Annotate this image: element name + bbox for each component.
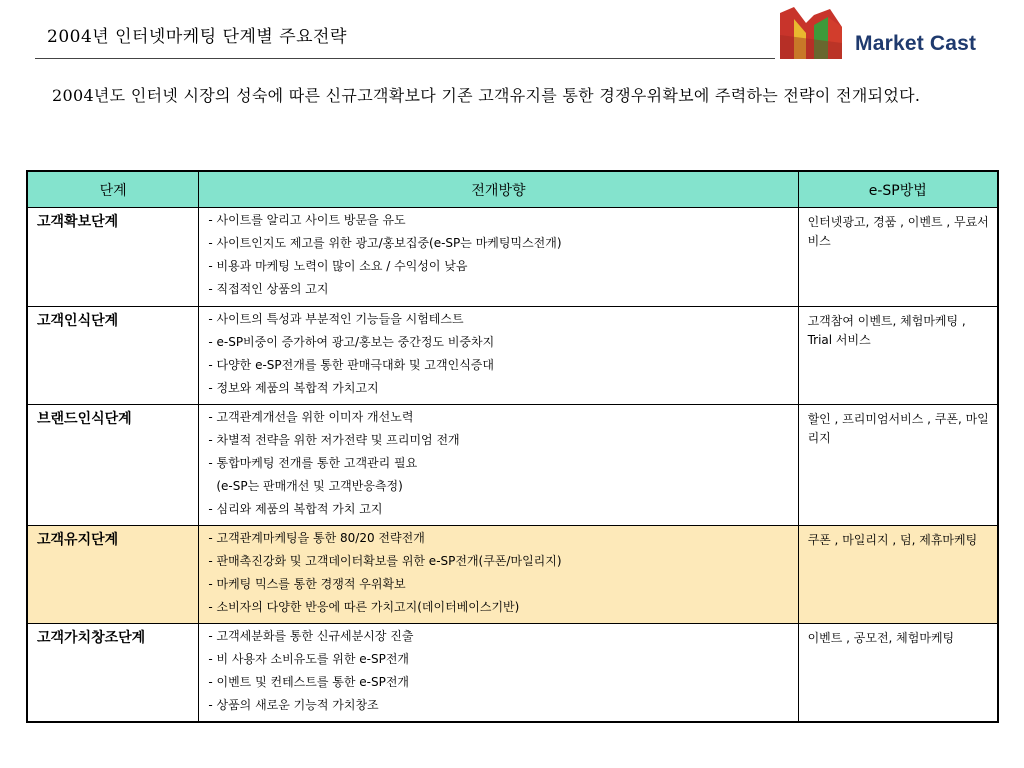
stage-cell: 고객유지단계 [27, 526, 199, 624]
direction-line: - 직접적인 상품의 고지 [208, 282, 329, 296]
direction-cell [199, 405, 798, 526]
direction-line: - 심리와 제품의 복합적 가치 고지 [208, 502, 383, 516]
direction-line: - 고객관계개선을 위한 이미자 개선노력 [208, 410, 414, 424]
table-row-highlighted [27, 526, 998, 624]
direction-line: - 이벤트 및 컨테스트를 통한 e-SP전개 [208, 675, 410, 689]
direction-line: - 통합마케팅 전개를 통한 고객관리 필요 [208, 456, 418, 470]
direction-line: - 상품의 새로운 기능적 가치창조 [208, 698, 379, 712]
direction-cell [199, 526, 798, 624]
method-cell: 이벤트 , 공모전, 체험마케팅 [798, 624, 998, 723]
direction-line: - 고객관계마케팅을 통한 80/20 전략전개 [208, 531, 425, 545]
direction-line: - 사이트의 특성과 부분적인 기능들을 시험테스트 [208, 312, 464, 326]
column-header-stage: 단계 [27, 171, 199, 208]
stage-cell: 고객가치창조단계 [27, 624, 199, 723]
direction-cell [199, 307, 798, 405]
stage-cell: 고객확보단계 [27, 208, 199, 307]
column-header-method: e-SP방법 [798, 171, 998, 208]
direction-line: - 사이트인지도 제고를 위한 광고/홍보집중(e-SP는 마케팅믹스전개) [208, 236, 562, 250]
logo-text: Market Cast [855, 32, 977, 55]
direction-line: - 소비자의 다양한 반응에 따른 가치고지(데이터베이스기반) [208, 600, 520, 614]
method-cell: 할인 , 프리미엄서비스 , 쿠폰, 마일리지 [798, 405, 998, 526]
stage-cell: 고객인식단계 [27, 307, 199, 405]
page-title: 2004년 인터넷마케팅 단계별 주요전략 [47, 27, 347, 47]
direction-line: - 고객세분화를 통한 신규세분시장 진출 [208, 629, 414, 643]
method-cell: 인터넷광고, 경품 , 이벤트 , 무료서비스 [798, 208, 998, 307]
direction-line: - e-SP비중이 증가하여 광고/홍보는 중간정도 비중차지 [208, 335, 495, 349]
intro-paragraph: 2004년도 인터넷 시장의 성숙에 따른 신규고객확보다 기존 고객유지를 통한 경쟁우위확보에 주력하는 전략이 전개되었다. [52, 86, 921, 105]
direction-line: - 비 사용자 소비유도를 위한 e-SP전개 [208, 652, 410, 666]
direction-line: - 마케팅 믹스를 통한 경쟁적 우위확보 [208, 577, 406, 591]
column-header-direction: 전개방향 [199, 171, 798, 208]
direction-cell [199, 208, 798, 307]
direction-line: (e-SP는 판매개선 및 고객반응측정) [216, 479, 403, 493]
method-cell: 고객참여 이벤트, 체험마케팅 , Trial 서비스 [798, 307, 998, 405]
direction-line: - 사이트를 알리고 사이트 방문을 유도 [208, 213, 406, 227]
direction-line: - 차별적 전략을 위한 저가전략 및 프리미엄 전개 [208, 433, 460, 447]
method-cell: 쿠폰 , 마일리지 , 덤, 제휴마케팅 [798, 526, 998, 624]
table-row [27, 624, 998, 723]
direction-line: - 비용과 마케팅 노력이 많이 소요 / 수익성이 낮음 [208, 259, 468, 273]
table-header-row [27, 171, 998, 208]
direction-line: - 다양한 e-SP전개를 통한 판매극대화 및 고객인식증대 [208, 358, 494, 372]
stage-cell: 브랜드인식단계 [27, 405, 199, 526]
direction-line: - 판매촉진강화 및 고객데이터확보를 위한 e-SP전개(쿠폰/마일리지) [208, 554, 562, 568]
table-row [27, 405, 998, 526]
table-row [27, 208, 998, 307]
table-row [27, 307, 998, 405]
title-divider [35, 58, 775, 59]
direction-cell [199, 624, 798, 723]
direction-line: - 정보와 제품의 복합적 가치고지 [208, 381, 379, 395]
strategy-table [26, 170, 999, 723]
